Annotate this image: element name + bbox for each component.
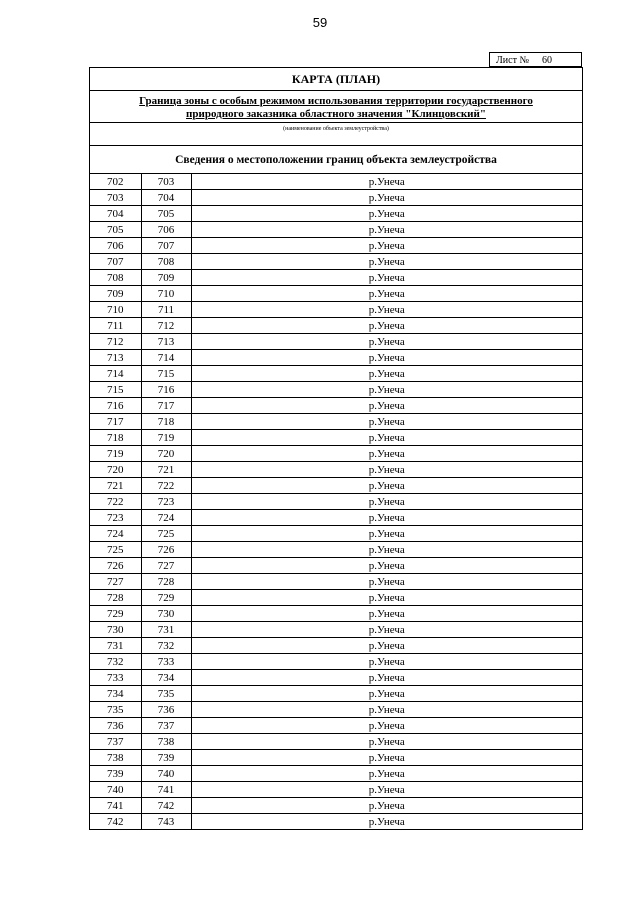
table-row: [90, 782, 582, 798]
point-from: 714: [90, 366, 141, 382]
point-from: 726: [90, 558, 141, 574]
point-to: 721: [141, 462, 191, 478]
point-from: 709: [90, 286, 141, 302]
point-from: 737: [90, 734, 141, 750]
table-row: [90, 414, 582, 430]
point-to: 737: [141, 718, 191, 734]
point-from: 738: [90, 750, 141, 766]
point-to: 730: [141, 606, 191, 622]
table-row: [90, 238, 582, 254]
point-from: 711: [90, 318, 141, 334]
point-to: 743: [141, 814, 191, 830]
table-row: [90, 446, 582, 462]
table-row: [90, 334, 582, 350]
boundary-description: р.Унеча: [191, 174, 582, 190]
boundary-description: р.Унеча: [191, 654, 582, 670]
boundary-description: р.Унеча: [191, 430, 582, 446]
boundary-description: р.Унеча: [191, 734, 582, 750]
boundary-description: р.Унеча: [191, 350, 582, 366]
point-from: 740: [90, 782, 141, 798]
point-to: 716: [141, 382, 191, 398]
point-from: 710: [90, 302, 141, 318]
boundary-description: р.Унеча: [191, 318, 582, 334]
table-row: [90, 462, 582, 478]
point-from: 702: [90, 174, 141, 190]
point-from: 739: [90, 766, 141, 782]
boundary-description: р.Унеча: [191, 366, 582, 382]
table-row: [90, 398, 582, 414]
table-row: [90, 798, 582, 814]
table-row: [90, 350, 582, 366]
boundary-description: р.Унеча: [191, 542, 582, 558]
point-to: 728: [141, 574, 191, 590]
point-to: 712: [141, 318, 191, 334]
point-to: 717: [141, 398, 191, 414]
table-row: [90, 766, 582, 782]
document-frame: [89, 67, 583, 830]
point-from: 736: [90, 718, 141, 734]
point-to: 739: [141, 750, 191, 766]
point-from: 735: [90, 702, 141, 718]
object-name-caption: (наименование объекта землеустройства): [90, 123, 582, 146]
point-from: 717: [90, 414, 141, 430]
boundary-description: р.Унеча: [191, 510, 582, 526]
boundary-description: р.Унеча: [191, 462, 582, 478]
boundary-description: р.Унеча: [191, 558, 582, 574]
boundary-description: р.Унеча: [191, 446, 582, 462]
point-from: 731: [90, 638, 141, 654]
boundary-description: р.Унеча: [191, 398, 582, 414]
point-to: 723: [141, 494, 191, 510]
point-to: 740: [141, 766, 191, 782]
object-name-line-2: природного заказника областного значения "Клинцовский": [186, 108, 486, 120]
table-row: [90, 558, 582, 574]
point-from: 704: [90, 206, 141, 222]
point-to: 708: [141, 254, 191, 270]
document-title: КАРТА (ПЛАН): [90, 68, 582, 91]
table-row: [90, 814, 582, 830]
table-row: [90, 510, 582, 526]
boundary-description: р.Унеча: [191, 670, 582, 686]
point-to: 703: [141, 174, 191, 190]
point-from: 706: [90, 238, 141, 254]
point-to: 714: [141, 350, 191, 366]
table-row: [90, 318, 582, 334]
table-row: [90, 430, 582, 446]
point-to: 706: [141, 222, 191, 238]
section-title: Сведения о местоположении границ объекта землеустройства: [90, 146, 582, 174]
point-to: 718: [141, 414, 191, 430]
table-row: [90, 638, 582, 654]
boundary-description: р.Унеча: [191, 638, 582, 654]
point-to: 710: [141, 286, 191, 302]
table-row: [90, 302, 582, 318]
point-from: 725: [90, 542, 141, 558]
sheet-label: Лист №: [496, 55, 529, 66]
point-from: 720: [90, 462, 141, 478]
point-from: 742: [90, 814, 141, 830]
point-to: 729: [141, 590, 191, 606]
point-to: 734: [141, 670, 191, 686]
point-to: 742: [141, 798, 191, 814]
point-to: 731: [141, 622, 191, 638]
table-row: [90, 718, 582, 734]
page-number: 59: [312, 15, 328, 30]
point-from: 741: [90, 798, 141, 814]
boundary-description: р.Унеча: [191, 382, 582, 398]
table-row: [90, 478, 582, 494]
object-name-line-1: Граница зоны с особым режимом использования территории государственного: [139, 95, 533, 107]
point-from: 724: [90, 526, 141, 542]
table-row: [90, 654, 582, 670]
boundary-description: р.Унеча: [191, 286, 582, 302]
table-row: [90, 222, 582, 238]
point-from: 729: [90, 606, 141, 622]
point-to: 711: [141, 302, 191, 318]
point-to: 726: [141, 542, 191, 558]
table-row: [90, 606, 582, 622]
point-from: 719: [90, 446, 141, 462]
point-to: 707: [141, 238, 191, 254]
point-from: 727: [90, 574, 141, 590]
point-from: 721: [90, 478, 141, 494]
point-from: 722: [90, 494, 141, 510]
point-from: 728: [90, 590, 141, 606]
point-to: 704: [141, 190, 191, 206]
table-row: [90, 366, 582, 382]
boundary-description: р.Унеча: [191, 750, 582, 766]
point-to: 733: [141, 654, 191, 670]
point-to: 720: [141, 446, 191, 462]
table-row: [90, 270, 582, 286]
point-from: 715: [90, 382, 141, 398]
boundary-description: р.Унеча: [191, 686, 582, 702]
boundary-description: р.Унеча: [191, 414, 582, 430]
table-row: [90, 750, 582, 766]
boundary-description: р.Унеча: [191, 782, 582, 798]
table-row: [90, 670, 582, 686]
boundary-description: р.Унеча: [191, 494, 582, 510]
table-row: [90, 254, 582, 270]
sheet-number-box: [489, 52, 582, 67]
point-from: 703: [90, 190, 141, 206]
point-to: 732: [141, 638, 191, 654]
point-to: 719: [141, 430, 191, 446]
sheet-number: 60: [529, 55, 565, 67]
table-row: [90, 734, 582, 750]
object-name: [90, 91, 582, 123]
boundary-description: р.Унеча: [191, 766, 582, 782]
point-from: 723: [90, 510, 141, 526]
boundary-description: р.Унеча: [191, 254, 582, 270]
boundary-description: р.Унеча: [191, 718, 582, 734]
boundary-description: р.Унеча: [191, 206, 582, 222]
boundary-description: р.Унеча: [191, 702, 582, 718]
table-row: [90, 286, 582, 302]
boundary-description: р.Унеча: [191, 222, 582, 238]
point-to: 715: [141, 366, 191, 382]
boundary-description: р.Унеча: [191, 590, 582, 606]
table-row: [90, 702, 582, 718]
point-to: 725: [141, 526, 191, 542]
table-row: [90, 494, 582, 510]
boundary-table: [90, 174, 582, 830]
point-from: 718: [90, 430, 141, 446]
table-row: [90, 526, 582, 542]
boundary-description: р.Унеча: [191, 238, 582, 254]
boundary-description: р.Унеча: [191, 478, 582, 494]
point-to: 724: [141, 510, 191, 526]
point-to: 741: [141, 782, 191, 798]
point-to: 736: [141, 702, 191, 718]
point-to: 727: [141, 558, 191, 574]
point-to: 705: [141, 206, 191, 222]
point-from: 730: [90, 622, 141, 638]
table-row: [90, 174, 582, 190]
point-from: 716: [90, 398, 141, 414]
boundary-description: р.Унеча: [191, 190, 582, 206]
boundary-description: р.Унеча: [191, 270, 582, 286]
point-from: 732: [90, 654, 141, 670]
table-row: [90, 382, 582, 398]
point-from: 712: [90, 334, 141, 350]
boundary-description: р.Унеча: [191, 622, 582, 638]
boundary-description: р.Унеча: [191, 606, 582, 622]
table-row: [90, 686, 582, 702]
point-from: 708: [90, 270, 141, 286]
boundary-table-body: [90, 174, 582, 830]
point-from: 713: [90, 350, 141, 366]
boundary-description: р.Унеча: [191, 334, 582, 350]
point-to: 738: [141, 734, 191, 750]
boundary-description: р.Унеча: [191, 798, 582, 814]
point-to: 713: [141, 334, 191, 350]
point-to: 722: [141, 478, 191, 494]
table-row: [90, 622, 582, 638]
table-row: [90, 206, 582, 222]
point-from: 707: [90, 254, 141, 270]
boundary-description: р.Унеча: [191, 526, 582, 542]
boundary-description: р.Унеча: [191, 814, 582, 830]
point-from: 733: [90, 670, 141, 686]
table-row: [90, 590, 582, 606]
boundary-description: р.Унеча: [191, 574, 582, 590]
table-row: [90, 542, 582, 558]
point-from: 705: [90, 222, 141, 238]
table-row: [90, 190, 582, 206]
point-to: 735: [141, 686, 191, 702]
point-from: 734: [90, 686, 141, 702]
boundary-description: р.Унеча: [191, 302, 582, 318]
table-row: [90, 574, 582, 590]
point-to: 709: [141, 270, 191, 286]
